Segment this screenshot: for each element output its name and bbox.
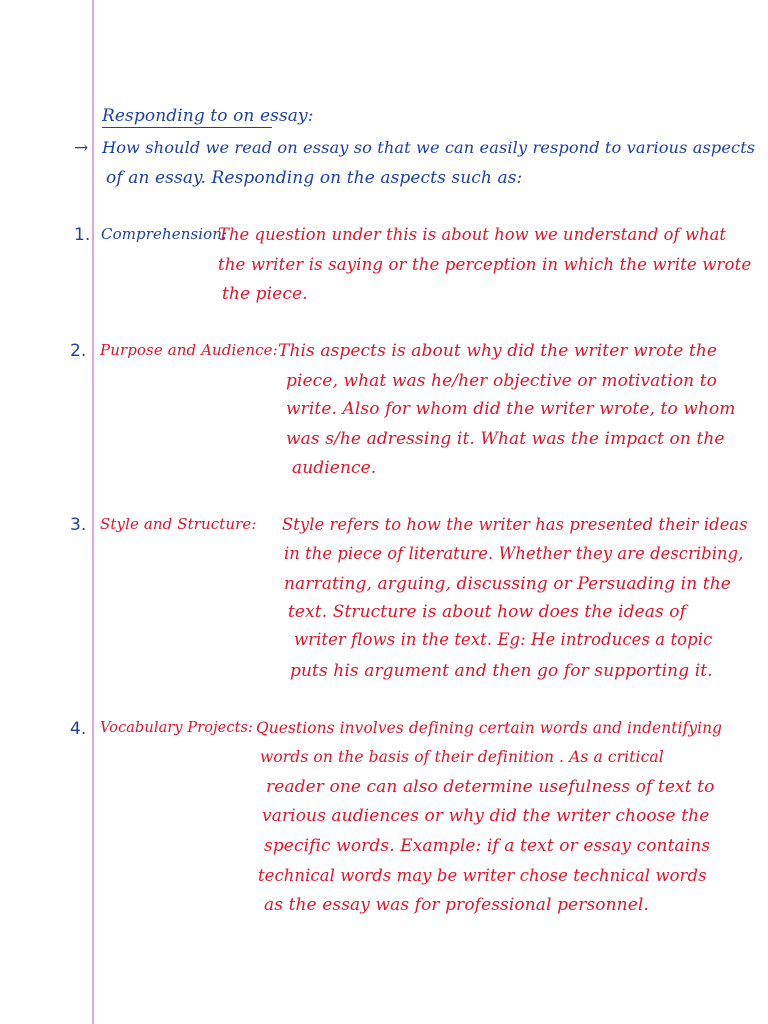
section-2-line-3: write. Also for whom did the writer wrote, to whom bbox=[286, 399, 736, 419]
title-underline bbox=[102, 127, 272, 128]
section-4-line-5: specific words. Example: if a text or essay contains bbox=[264, 836, 711, 856]
section-3-line-1: Style refers to how the writer has presented their ideas bbox=[282, 515, 748, 534]
section-1-line-3: the piece. bbox=[222, 284, 308, 304]
section-4-line-6: technical words may be writer chose technical words bbox=[258, 866, 707, 885]
section-4-line-1: Questions involves defining certain words and indentifying bbox=[256, 719, 723, 737]
arrow-icon: → bbox=[74, 138, 89, 158]
section-2-term: Purpose and Audience: bbox=[100, 341, 278, 359]
section-2-line-4: was s/he adressing it. What was the impact on the bbox=[286, 429, 725, 449]
section-3-line-3: narrating, arguing, discussing or Persuading in the bbox=[284, 574, 731, 594]
section-2-line-2: piece, what was he/her objective or motivation to bbox=[286, 371, 717, 391]
intro-line-2: of an essay. Responding on the aspects such as: bbox=[106, 168, 523, 188]
section-3-term: Style and Structure: bbox=[100, 515, 257, 533]
section-4-term: Vocabulary Projects: bbox=[100, 720, 254, 736]
section-4-line-4: various audiences or why did the writer choose the bbox=[262, 806, 710, 826]
section-2-line-5: audience. bbox=[292, 458, 377, 478]
section-4-line-3: reader one can also determine usefulness of text to bbox=[266, 777, 715, 797]
section-2-line-1: This aspects is about why did the writer wrote the bbox=[278, 341, 718, 361]
intro-line-1: How should we read on essay so that we can easily respond to various aspects bbox=[102, 138, 756, 157]
section-2-number: 2. bbox=[70, 341, 87, 361]
section-1-line-1: The question under this is about how we understand of what bbox=[218, 225, 727, 244]
margin-line bbox=[92, 0, 94, 1024]
page-title: Responding to on essay: bbox=[102, 106, 314, 126]
section-1-number: 1. bbox=[74, 225, 91, 245]
section-3-line-2: in the piece of literature. Whether they are describing, bbox=[284, 544, 744, 563]
section-3-line-5: writer flows in the text. Eg: He introduces a topic bbox=[294, 630, 713, 649]
section-4-line-7: as the essay was for professional personnel. bbox=[264, 895, 649, 915]
section-3-line-6: puts his argument and then go for supporting it. bbox=[290, 661, 713, 681]
section-1-line-2: the writer is saying or the perception in which the write wrote bbox=[218, 255, 752, 274]
section-4-number: 4. bbox=[70, 719, 87, 739]
section-4-line-2: words on the basis of their definition . As a critical bbox=[260, 748, 664, 766]
section-3-number: 3. bbox=[70, 515, 87, 535]
section-1-term: Comprehension: bbox=[101, 225, 228, 243]
section-3-line-4: text. Structure is about how does the ideas of bbox=[288, 602, 687, 622]
